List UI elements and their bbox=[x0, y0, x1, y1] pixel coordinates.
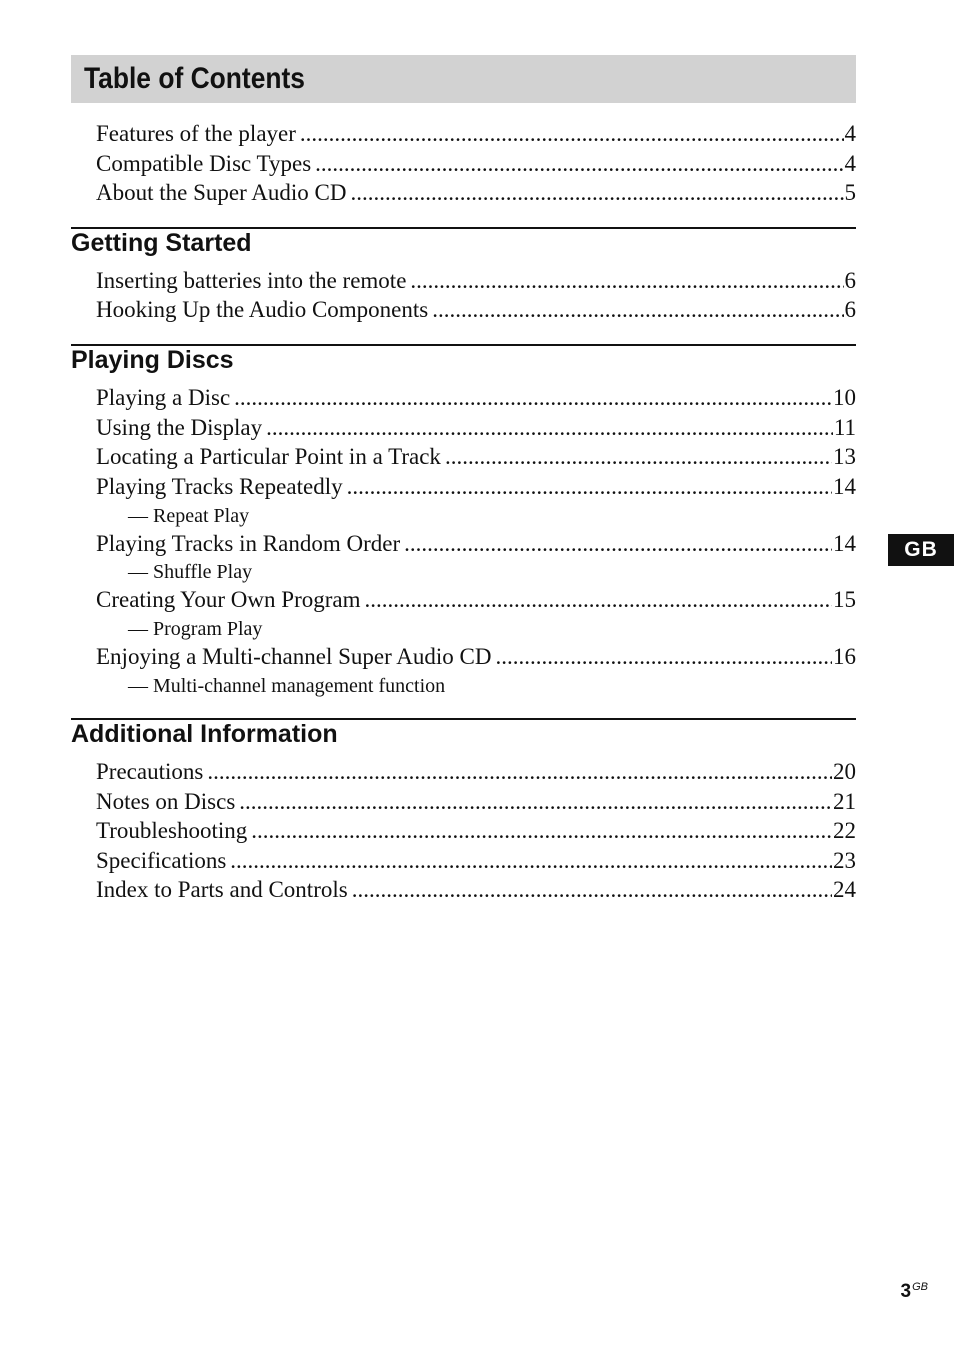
toc-entry[interactable] bbox=[96, 585, 856, 615]
toc-entry-label: About the Super Audio CD bbox=[96, 180, 347, 205]
toc-entry[interactable] bbox=[96, 529, 856, 559]
section-heading-label: Playing Discs bbox=[71, 346, 234, 374]
toc-entry-page: 21 bbox=[833, 789, 856, 814]
toc-entry-page: 22 bbox=[833, 818, 856, 843]
toc-entry-page: 6 bbox=[844, 268, 856, 293]
toc-entry[interactable] bbox=[96, 295, 856, 325]
language-tab: GB bbox=[888, 534, 954, 566]
toc-entry-page: 11 bbox=[833, 415, 856, 440]
toc-entry[interactable] bbox=[96, 816, 856, 846]
toc-entry[interactable] bbox=[96, 413, 856, 443]
toc-entry[interactable] bbox=[96, 642, 856, 672]
toc-entry-page: 13 bbox=[833, 444, 856, 469]
toc-entry[interactable] bbox=[96, 787, 856, 817]
toc-subentry: — Repeat Play bbox=[128, 505, 250, 527]
section-heading bbox=[71, 344, 856, 374]
toc-entry-label: Locating a Particular Point in a Track bbox=[96, 444, 441, 469]
leader-dots bbox=[410, 266, 843, 296]
toc-entry-page: 14 bbox=[833, 474, 856, 499]
leader-dots bbox=[315, 149, 843, 179]
toc-entry-label: Hooking Up the Audio Components bbox=[96, 297, 429, 322]
toc-entry-page: 16 bbox=[833, 644, 856, 669]
toc-entry-label: Troubleshooting bbox=[96, 818, 248, 843]
leader-dots bbox=[251, 816, 832, 846]
toc-entry-label: Features of the player bbox=[96, 121, 296, 146]
toc-entry[interactable] bbox=[96, 472, 856, 502]
toc-entry[interactable] bbox=[96, 178, 856, 208]
leader-dots bbox=[239, 787, 832, 817]
toc-title-bar bbox=[71, 55, 856, 103]
leader-dots bbox=[234, 383, 832, 413]
leader-dots bbox=[352, 875, 832, 905]
page-number-suffix: GB bbox=[912, 1281, 928, 1293]
toc-entry[interactable] bbox=[96, 266, 856, 296]
toc-entry-page: 23 bbox=[833, 848, 856, 873]
toc-entry[interactable] bbox=[96, 846, 856, 876]
toc-entry[interactable] bbox=[96, 383, 856, 413]
toc-entry[interactable] bbox=[96, 757, 856, 787]
toc-entry-label: Precautions bbox=[96, 759, 204, 784]
leader-dots bbox=[300, 119, 844, 149]
leader-dots bbox=[207, 757, 832, 787]
toc-subentry: — Shuffle Play bbox=[128, 561, 253, 583]
toc-entry[interactable] bbox=[96, 119, 856, 149]
toc-entry[interactable] bbox=[96, 442, 856, 472]
toc-entry-label: Enjoying a Multi-channel Super Audio CD bbox=[96, 644, 492, 669]
toc-entry[interactable] bbox=[96, 875, 856, 905]
leader-dots bbox=[432, 295, 843, 325]
page-number bbox=[901, 1281, 928, 1303]
toc-entry-label: Playing Tracks Repeatedly bbox=[96, 474, 343, 499]
leader-dots bbox=[445, 442, 832, 472]
toc-entry-page: 24 bbox=[833, 877, 856, 902]
toc-entry-label: Creating Your Own Program bbox=[96, 587, 361, 612]
leader-dots bbox=[404, 529, 832, 559]
section-heading-label: Additional Information bbox=[71, 720, 338, 748]
leader-dots bbox=[365, 585, 833, 615]
toc-entry[interactable] bbox=[96, 149, 856, 179]
toc-entry-page: 6 bbox=[844, 297, 856, 322]
section-heading bbox=[71, 718, 856, 748]
leader-dots bbox=[230, 846, 832, 876]
section-heading bbox=[71, 227, 856, 257]
page-title: Table of Contents bbox=[84, 62, 305, 95]
toc-subentry: — Multi-channel management function bbox=[128, 675, 446, 697]
toc-entry-label: Inserting batteries into the remote bbox=[96, 268, 407, 293]
toc-entry-label: Specifications bbox=[96, 848, 227, 873]
leader-dots bbox=[350, 178, 843, 208]
toc-entry-label: Playing a Disc bbox=[96, 385, 231, 410]
toc-entry-page: 15 bbox=[833, 587, 856, 612]
toc-entry-page: 10 bbox=[833, 385, 856, 410]
leader-dots bbox=[347, 472, 832, 502]
toc-subentry: — Program Play bbox=[128, 618, 263, 640]
toc-entry-page: 14 bbox=[833, 531, 856, 556]
toc-entry-page: 4 bbox=[844, 121, 856, 146]
toc-entry-label: Playing Tracks in Random Order bbox=[96, 531, 401, 556]
toc-entry-label: Index to Parts and Controls bbox=[96, 877, 348, 902]
toc-entry-label: Notes on Discs bbox=[96, 789, 236, 814]
toc-entry-label: Compatible Disc Types bbox=[96, 151, 312, 176]
toc-entry-label: Using the Display bbox=[96, 415, 263, 440]
leader-dots bbox=[266, 413, 833, 443]
page-number-value: 3 bbox=[900, 1281, 912, 1302]
toc-entry-page: 4 bbox=[844, 151, 856, 176]
toc-entry-page: 20 bbox=[833, 759, 856, 784]
section-heading-label: Getting Started bbox=[71, 229, 252, 257]
toc-entry-page: 5 bbox=[844, 180, 856, 205]
leader-dots bbox=[495, 642, 832, 672]
